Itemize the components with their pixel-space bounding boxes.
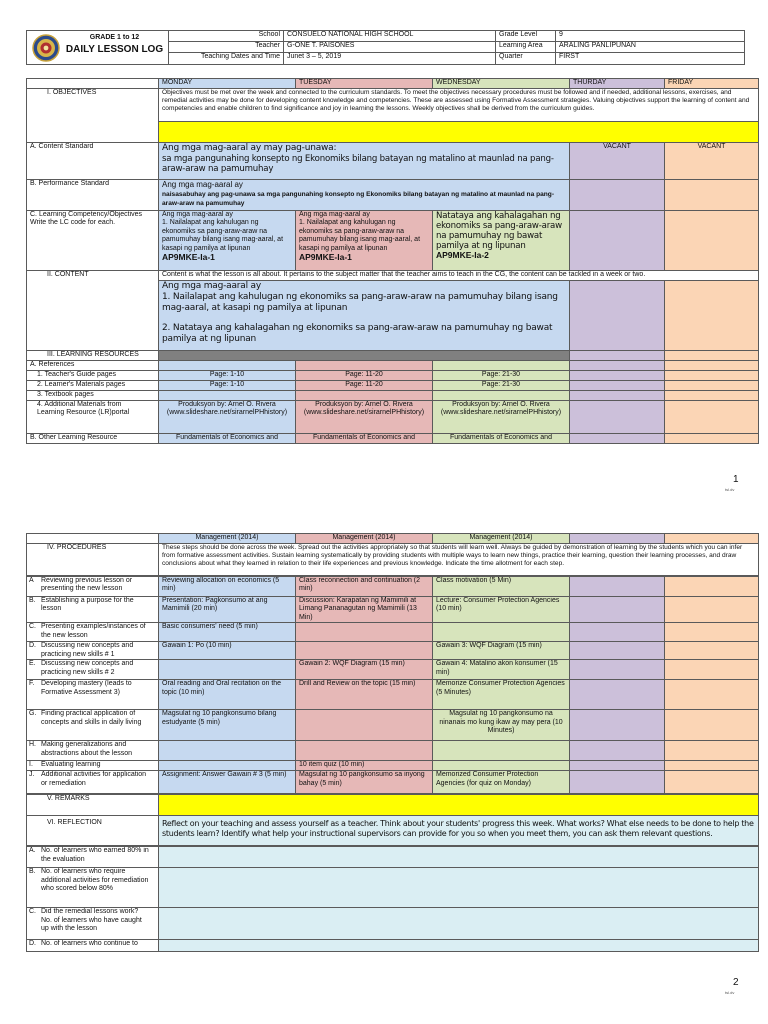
reflection-answer[interactable] <box>159 940 759 952</box>
procedure-wed: Gawain 4: Matalino akon konsumer (15 min) <box>433 660 570 680</box>
page2-table <box>26 533 758 952</box>
procedure-fri <box>665 642 759 660</box>
reflection-question: No. of learners who require additional activities for remediation who scored below 80% <box>41 868 149 893</box>
procedure-wed: Memorized Consumer Protection Agencies (for quiz on Monday) <box>433 771 570 794</box>
procedure-text: Discussing new concepts and practicing new skills # 1 <box>41 642 134 658</box>
procedure-tue: Class reconnection and continuation (2 min) <box>296 577 433 597</box>
tg-label: 1. Teacher's Guide pages <box>27 371 159 381</box>
procedure-mon: Gawain 1: Po (10 min) <box>159 642 296 660</box>
procedure-letter: D. <box>29 642 36 650</box>
procedure-wed: Class motivation (5 Min) <box>433 577 570 597</box>
procedure-wed: Gawain 3: WQF Diagram (15 min) <box>433 642 570 660</box>
performance-standard-label: B. Performance Standard <box>27 180 159 211</box>
procedure-letter: E. <box>29 660 36 668</box>
reflection-row <box>27 908 759 940</box>
page1-table <box>26 78 758 444</box>
procedure-text: Making generalizations and abstractions about the lesson <box>41 741 133 757</box>
procedure-mon <box>159 660 296 680</box>
content-text: Ang mga mag-aaral ay 1. Nailalapat ang kahulugan ng ekonomiks sa pang-araw-araw na pamumuhay bilang isang mag-aaral, at kasapi ng pamilya at lipunan 2. Natataya ang kahalagahan ng ekonomiks sa pang-araw-araw na pamumuhay ng bawat pamilya at ng lipunan <box>159 281 570 351</box>
procedure-row <box>27 680 759 710</box>
procedure-label <box>27 771 159 794</box>
resources-label: III. LEARNING RESOURCES <box>27 351 159 361</box>
reflection-rows <box>26 846 759 952</box>
header-block <box>26 30 744 64</box>
procedure-label <box>27 623 159 642</box>
reflection-letter: A. <box>29 847 36 855</box>
reflection-label-cell <box>27 940 159 952</box>
procedures-text: These steps should be done across the week. Spread out the activities appropriately so that students will learn well. Always be guided by demonstration of learning by the students which you can infer from formative assessment activities. Sustain learning systematically by providing students with multiple ways to learn new things, practice their learning, question their learning processes, and draw conclusions about what they learned in relation to their life experiences and previous knowledge. Indicate the time allotment for each step. <box>159 544 759 576</box>
procedure-fri <box>665 597 759 623</box>
procedure-row <box>27 710 759 741</box>
tg-monday: Page: 1-10 <box>159 371 296 381</box>
reflection-answer[interactable] <box>159 908 759 940</box>
procedure-thu <box>570 597 665 623</box>
procedure-wed <box>433 623 570 642</box>
procedure-thu <box>570 761 665 771</box>
content-standard-text: Ang mga mag-aaral ay may pag-unawa: sa mga pangunahing konsepto ng Ekonomiks bilang batayan ng matalino at maunlad na pang-araw-araw na pamumuhay <box>159 143 570 180</box>
procedure-letter: A <box>29 577 34 584</box>
other-monday: Fundamentals of Economics and <box>159 434 296 444</box>
competency-tuesday: Ang mga mag-aaral ay 1. Nailalapat ang kahulugan ng ekonomiks sa pang-araw-araw na pamumuhay bilang isang mag-aaral, at kasapi ng pamilya at lipunan AP9MKE-Ia-1 <box>296 211 433 271</box>
area-label: Learning Area <box>496 42 556 53</box>
procedure-label <box>27 660 159 680</box>
reflection-label-cell <box>27 847 159 868</box>
procedure-label <box>27 710 159 741</box>
procedure-row <box>27 597 759 623</box>
procedure-thu <box>570 680 665 710</box>
performance-standard-text: Ang mga mag-aaral ay naisasabuhay ang pag-unawa sa mga pangunahing konsepto ng Ekonomiks bilang batayan ng matalino at maunlad na pang-araw-araw na pamumuhay <box>159 180 570 211</box>
procedure-wed: Lecture: Consumer Protection Agencies (10 min) <box>433 597 570 623</box>
procedure-letter: B. <box>29 597 36 604</box>
reflection-question: No. of learners who earned 80% in the evaluation <box>41 847 149 863</box>
procedure-thu <box>570 642 665 660</box>
procedure-thu <box>570 660 665 680</box>
procedure-label <box>27 577 159 597</box>
references-label: A. References <box>27 361 159 371</box>
reflection-label-cell <box>27 868 159 908</box>
procedure-fri <box>665 660 759 680</box>
procedure-letter: H. <box>29 741 36 749</box>
procedure-letter: I. <box>29 761 33 769</box>
procedure-text: Discussing new concepts and practicing new skills # 2 <box>41 660 134 676</box>
day-thursday: THURDAY <box>570 79 665 89</box>
day-friday: FRIDAY <box>665 79 759 89</box>
teacher-value: G-ONE T. PAISONES <box>284 42 496 53</box>
reflection-letter: D. <box>29 940 36 948</box>
school-value: CONSUELO NATIONAL HIGH SCHOOL <box>284 31 496 42</box>
textbook-label: 3. Textbook pages <box>27 391 159 401</box>
reflection-answer[interactable] <box>159 868 759 908</box>
procedure-text: Finding practical application of concepts and skills in daily living <box>41 710 142 726</box>
grade-range: GRADE 1 to 12 <box>89 34 140 41</box>
competency-monday: Ang mga mag-aaral ay 1. Nailalapat ang kahulugan ng ekonomiks sa pang-araw-araw na pamumuhay bilang isang mag-aaral, at kasapi ng pamilya at lipunan AP9MKE-Ia-1 <box>159 211 296 271</box>
procedure-label <box>27 597 159 623</box>
procedure-row <box>27 741 759 761</box>
procedure-thu <box>570 771 665 794</box>
procedure-tue <box>296 710 433 741</box>
procedure-thu <box>570 741 665 761</box>
procedure-text: Reviewing previous lesson or presenting the new lesson <box>41 577 133 593</box>
reflection-letter: B. <box>29 868 36 876</box>
procedure-tue: Gawain 2: WQF Diagram (15 min) <box>296 660 433 680</box>
procedure-letter: J. <box>29 771 35 779</box>
school-label: School <box>169 31 284 42</box>
reflection-label-cell <box>27 908 159 940</box>
dates-value: Junet 3 – 5, 2019 <box>284 53 496 65</box>
procedure-text: Additional activities for application or remediation <box>41 771 147 787</box>
procedure-letter: G. <box>29 710 37 718</box>
procedure-mon: Magsulat ng 10 pangkonsumo bilang estudyante (5 min) <box>159 710 296 741</box>
content-standard-label: A. Content Standard <box>27 143 159 180</box>
procedure-mon: Oral reading and Oral recitation on the topic (10 min) <box>159 680 296 710</box>
procedure-text: Establishing a purpose for the lesson <box>41 597 134 613</box>
procedure-fri <box>665 623 759 642</box>
procedure-fri <box>665 680 759 710</box>
procedure-row <box>27 642 759 660</box>
procedure-wed: Memorize Consumer Protection Agencies (5 Minutes) <box>433 680 570 710</box>
tg-tuesday: Page: 11-20 <box>296 371 433 381</box>
procedure-label <box>27 642 159 660</box>
am-monday: Produksyon by: Arnel O. Rivera (www.slideshare.net/sirarnelPHhistory) <box>159 401 296 434</box>
procedure-label <box>27 761 159 771</box>
tg-wednesday: Page: 21-30 <box>433 371 570 381</box>
procedure-text: Developing mastery (leads to Formative Assessment 3) <box>41 680 132 696</box>
procedure-row <box>27 623 759 642</box>
competency-wednesday: Natataya ang kahalagahan ng ekonomiks sa pang-araw-araw na pamumuhay ng bawat pamilya at ng lipunan AP9MKE-Ia-2 <box>433 211 570 271</box>
additional-materials-label: 4. Additional Materials from Learning Resource (LR)portal <box>27 401 159 434</box>
procedure-fri <box>665 741 759 761</box>
mgmt-wednesday: Management (2014) <box>433 534 570 544</box>
procedure-text: Presenting examples/instances of the new lesson <box>41 623 146 639</box>
day-wednesday: WEDNESDAY <box>433 79 570 89</box>
procedure-label <box>27 741 159 761</box>
remarks-highlight <box>159 795 759 816</box>
reflection-question: Did the remedial lessons work? No. of learners who have caught up with the lesson <box>41 908 142 933</box>
thursday-vacant: VACANT <box>570 143 665 180</box>
reflection-label: VI. REFLECTION <box>27 816 159 846</box>
page-number-2: 2 <box>733 977 739 988</box>
procedure-fri <box>665 771 759 794</box>
procedure-tue <box>296 642 433 660</box>
lm-monday: Page: 1-10 <box>159 381 296 391</box>
procedure-tue: Magsulat ng 10 pangkonsumo sa inyong bahay (5 min) <box>296 771 433 794</box>
procedure-label <box>27 680 159 710</box>
page-tag-2: tsl.dv <box>725 990 735 995</box>
procedure-row <box>27 660 759 680</box>
day-tuesday: TUESDAY <box>296 79 433 89</box>
procedure-row <box>27 761 759 771</box>
page-number-1: 1 <box>733 474 739 485</box>
lm-wednesday: Page: 21-30 <box>433 381 570 391</box>
friday-vacant: VACANT <box>665 143 759 180</box>
other-resource-label: B. Other Learning Resource <box>27 434 159 444</box>
other-tuesday: Fundamentals of Economics and <box>296 434 433 444</box>
am-wednesday: Produksyon by: Arnel O. Rivera (www.slideshare.net/sirarnelPHhistory) <box>433 401 570 434</box>
procedure-fri <box>665 761 759 771</box>
procedure-tue: Discussion: Karapatan ng Mamimili at Limang Pananagutan ng Mamimili (13 Min) <box>296 597 433 623</box>
teacher-label: Teacher <box>169 42 284 53</box>
procedure-mon: Reviewing allocation on economics (5 min) <box>159 577 296 597</box>
header-title-cell <box>27 31 169 65</box>
procedure-tue <box>296 623 433 642</box>
lm-tuesday: Page: 11-20 <box>296 381 433 391</box>
procedure-thu <box>570 710 665 741</box>
procedure-fri <box>665 710 759 741</box>
procedure-letter: C. <box>29 623 36 631</box>
procedure-letter: F. <box>29 680 35 688</box>
area-value: ARALING PANLIPUNAN <box>556 42 745 53</box>
procedure-tue: Drill and Review on the topic (15 min) <box>296 680 433 710</box>
objectives-text: Objectives must be met over the week and connected to the curriculum standards. To meet the objectives necessary procedures must be followed and if needed, additional lessons, exercises, and remedial activities may be done for developing content knowledge and competencies. These are assessed using Formative Assessment strategies. Valuing objectives support the learning of content and competencies and enable children to find significance and joy in learning the lessons. Weekly objectives shall be derived from the curriculum guides. <box>159 89 759 122</box>
other-wednesday: Fundamentals of Economics and <box>433 434 570 444</box>
procedure-row <box>27 577 759 597</box>
procedure-wed <box>433 741 570 761</box>
procedure-mon <box>159 741 296 761</box>
procedure-tue: 10 item quiz (10 min) <box>296 761 433 771</box>
deped-seal-icon <box>32 34 60 62</box>
procedure-thu <box>570 577 665 597</box>
mgmt-monday: Management (2014) <box>159 534 296 544</box>
day-monday: MONDAY <box>159 79 296 89</box>
mgmt-tuesday: Management (2014) <box>296 534 433 544</box>
objectives-highlight <box>159 122 759 143</box>
procedure-mon: Basic consumers' need (5 min) <box>159 623 296 642</box>
procedure-wed <box>433 761 570 771</box>
reflection-question: No. of learners who continue to <box>41 940 138 948</box>
competency-label: C. Learning Competency/Objectives Write the LC code for each. <box>27 211 159 271</box>
procedure-mon: Presentation: Pagkonsumo at ang Mamimili (20 min) <box>159 597 296 623</box>
am-tuesday: Produksyon by: Arnel O. Rivera (www.slideshare.net/sirarnelPHhistory) <box>296 401 433 434</box>
procedure-text: Evaluating learning <box>41 761 101 769</box>
procedure-fri <box>665 577 759 597</box>
reflection-row <box>27 940 759 952</box>
procedure-tue <box>296 741 433 761</box>
quarter-value: FIRST <box>556 53 745 65</box>
procedure-row <box>27 771 759 794</box>
reflection-letter: C. <box>29 908 36 916</box>
content-note: Content is what the lesson is all about. It pertains to the subject matter that the teacher aims to teach in the CG, the content can be tackled in a week or two. <box>159 271 759 281</box>
procedure-mon: Assignment: Answer Gawain # 3 (5 min) <box>159 771 296 794</box>
reflection-answer[interactable] <box>159 847 759 868</box>
procedure-wed: Magsulat ng 10 pangkonsumo na ninanais mo kung ikaw ay may pera (10 Minutes) <box>433 710 570 741</box>
reflection-text: Reflect on your teaching and assess yourself as a teacher. Think about your students' progress this week. What works? What else needs to be done to help the students learn? Identify what help your instructional supervisors can provide for you so when you meet them, you can ask them relevant questions. <box>159 816 759 846</box>
procedure-mon <box>159 761 296 771</box>
grade-value: 9 <box>556 31 745 42</box>
quarter-label: Quarter <box>496 53 556 65</box>
remarks-label: V. REMARKS <box>27 795 159 816</box>
lm-label: 2. Learner's Materials pages <box>27 381 159 391</box>
reflection-row <box>27 868 759 908</box>
objectives-label: I. OBJECTIVES <box>27 89 159 143</box>
page-tag-1: tsl.dv <box>725 487 735 492</box>
content-label: II. CONTENT <box>27 271 159 351</box>
grade-label: Grade Level <box>496 31 556 42</box>
procedure-thu <box>570 623 665 642</box>
doc-title: DAILY LESSON LOG <box>65 44 164 55</box>
dates-label: Teaching Dates and Time <box>169 53 284 65</box>
reflection-row <box>27 847 759 868</box>
procedures-rows <box>26 576 759 794</box>
procedures-label: IV. PROCEDURES <box>27 544 159 576</box>
